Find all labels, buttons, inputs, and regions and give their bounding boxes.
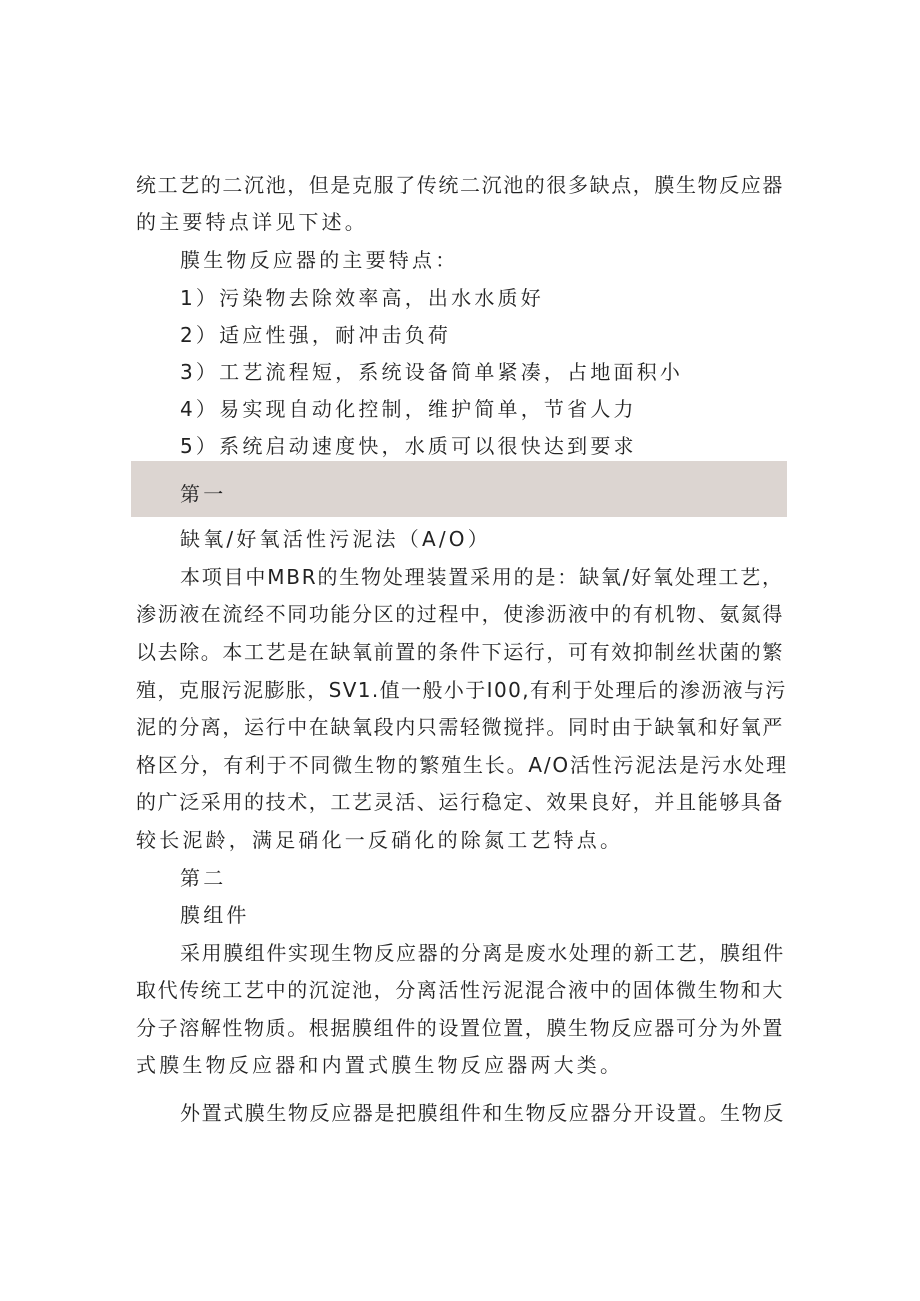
list-item: 2）适应性强，耐冲击负荷 — [180, 323, 452, 347]
paragraph-line: 以去除。本工艺是在缺氧前置的条件下运行，可有效抑制丝状菌的繁 — [136, 640, 784, 664]
paragraph-line: 统工艺的二沉池，但是克服了传统二沉池的很多缺点，膜生物反应器 — [136, 173, 784, 197]
list-item: 4）易实现自动化控制，维护简单，节省人力 — [180, 397, 637, 421]
paragraph-line: 本项目中MBR的生物处理装置采用的是：缺氧/好氧处理工艺， — [180, 565, 784, 589]
section-number: 第二 — [180, 866, 227, 890]
list-item: 1）污染物去除效率高，出水水质好 — [180, 286, 544, 310]
section-heading: 膜生物反应器的主要特点： — [180, 248, 459, 272]
paragraph-line: 殖，克服污泥膨胀，SV1.值一般小于I00,有利于处理后的渗沥液与污 — [136, 678, 787, 702]
paragraph-line: 取代传统工艺中的沉淀池，分离活性污泥混合液中的固体微生物和大 — [136, 978, 784, 1002]
paragraph-line: 泥的分离，运行中在缺氧段内只需轻微搅拌。同时由于缺氧和好氧严 — [136, 715, 784, 739]
section-highlight-band — [131, 461, 787, 517]
section-title: 缺氧/好氧活性污泥法（A/O） — [180, 527, 491, 551]
paragraph-line: 格区分，有利于不同微生物的繁殖生长。A/O活性污泥法是污水处理 — [136, 753, 788, 777]
section-title: 膜组件 — [180, 903, 250, 927]
paragraph-line: 外置式膜生物反应器是把膜组件和生物反应器分开设置。生物反 — [180, 1101, 785, 1125]
paragraph-line: 的广泛采用的技术，工艺灵活、运行稳定、效果良好，并且能够具备 — [136, 790, 784, 814]
list-item: 5）系统启动速度快，水质可以很快达到要求 — [180, 434, 637, 458]
paragraph-line: 的主要特点详见下述。 — [136, 210, 368, 234]
list-item: 3）工艺流程短，系统设备简单紧凑，占地面积小 — [180, 360, 684, 384]
paragraph-line: 较长泥龄，满足硝化一反硝化的除氮工艺特点。 — [136, 828, 624, 852]
paragraph-line: 式膜生物反应器和内置式膜生物反应器两大类。 — [136, 1053, 624, 1077]
paragraph-line: 采用膜组件实现生物反应器的分离是废水处理的新工艺，膜组件 — [180, 941, 785, 965]
paragraph-line: 分子溶解性物质。根据膜组件的设置位置，膜生物反应器可分为外置 — [136, 1016, 784, 1040]
section-number: 第一 — [180, 482, 227, 506]
paragraph-line: 渗沥液在流经不同功能分区的过程中，使渗沥液中的有机物、氨氮得 — [136, 602, 784, 626]
